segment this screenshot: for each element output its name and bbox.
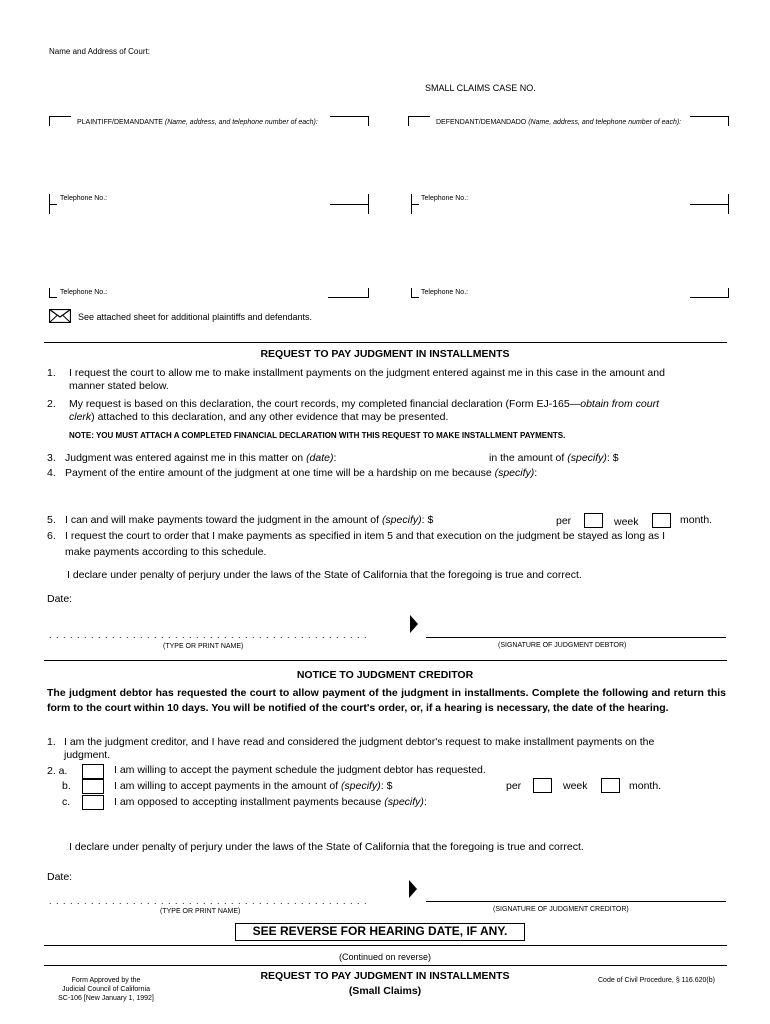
month-label: month. [680,514,713,526]
notice-item-1: I am the judgment creditor, and I have read and considered the judgment debtor's request to make installment payments on the [64,736,655,748]
debtor-signature-caption: (SIGNATURE OF JUDGMENT DEBTOR) [498,642,627,649]
footer-subtitle: (Small Claims) [348,985,422,997]
item6-number: 6. [47,530,56,542]
request-item-2: My request is based on this declaration, the court records, my completed financial declaration (Form EJ-165—obtain from court [69,398,660,410]
item4-number: 4. [47,467,56,479]
creditor-signature-line[interactable] [426,901,726,902]
financial-declaration-note: NOTE: YOU MUST ATTACH A COMPLETED FINANCIAL DECLARATION WITH THIS REQUEST TO MAKE INSTALLMENT PAYMENTS. [69,431,566,440]
debtor-print-name-caption: (TYPE OR PRINT NAME) [163,643,244,650]
bottom-rule [44,945,727,946]
approval-line-2: Judicial Council of California [62,986,150,993]
signature-arrow-icon [410,615,418,633]
notice-title: NOTICE TO JUDGMENT CREDITOR [296,669,474,681]
case-number-label: SMALL CLAIMS CASE NO. [425,83,536,93]
debtor-signature-line[interactable] [426,637,726,638]
item3-number: 3. [47,452,56,464]
week-label: week [614,516,639,528]
section-divider [44,342,727,343]
hearing-date-text: SEE REVERSE FOR HEARING DATE, IF ANY. [252,924,508,938]
notice-item2b-number: b. [62,780,71,792]
payment-amount-field[interactable]: I can and will make payments toward the judgment in the amount of (specify): $ [65,514,434,526]
notice-item-2c: I am opposed to accepting installment payments because (specify): [114,796,427,808]
defendant-telephone-label: Telephone No.: [421,195,469,202]
request-item-2-cont: clerk) attached to this declaration, and any other evidence that may be presented. [69,411,449,423]
creditor-signature-caption: (SIGNATURE OF JUDGMENT CREDITOR) [493,906,629,913]
footer-title: REQUEST TO PAY JUDGMENT IN INSTALLMENTS [260,970,510,982]
creditor-week-checkbox[interactable] [533,778,552,793]
judgment-amount-field[interactable]: in the amount of (specify): $ [489,452,619,464]
notice-item2c-number: c. [62,796,71,808]
plaintiff-telephone-label: Telephone No.: [60,195,108,202]
hearing-date-box [235,923,525,941]
request-title: REQUEST TO PAY JUDGMENT IN INSTALLMENTS [260,348,510,360]
debtor-week-checkbox[interactable] [584,513,603,528]
notice-intro: The judgment debtor has requested the court to allow payment of the judgment in installments. Complete the following and return this form to the court within 10 days. You will be notified of the court's order, or, if a hearing is necessary, the date of the hearing. [47,687,726,714]
section-divider-2 [44,660,727,661]
request-item-4: Payment of the entire amount of the judgment at one time will be a hardship on me because (specify): [65,467,538,479]
court-name-label: Name and Address of Court: [49,47,150,56]
item5-number: 5. [47,514,56,526]
creditor-week-label: week [563,780,588,792]
per-label: per [556,515,572,527]
accept-schedule-checkbox[interactable] [82,764,104,779]
notice-item-1-cont: judgment. [64,749,111,761]
item2-number: 2. [47,398,56,410]
signature-arrow-icon-2 [409,880,417,898]
creditor-month-label: month. [629,780,662,792]
envelope-icon [49,309,71,323]
creditor-print-name-caption: (TYPE OR PRINT NAME) [160,908,241,915]
request-item-1: I request the court to allow me to make installment payments on the judgment entered against me in this case in the amount and [69,367,665,379]
debtor-declaration: I declare under penalty of perjury under the laws of the State of California that the foregoing is true and correct. [67,569,582,581]
approval-line-1: Form Approved by the [71,977,141,984]
creditor-amount-field[interactable]: I am willing to accept payments in the amount of (specify): $ [114,780,393,792]
defendant-telephone-label-2: Telephone No.: [421,289,469,296]
request-item-6: I request the court to order that I make payments as specified in item 5 and that execution on the judgment be stayed as long as I [65,530,666,542]
attached-sheet-text: See attached sheet for additional plaintiffs and defendants. [78,312,313,322]
accept-amount-checkbox[interactable] [82,779,104,794]
item1-number: 1. [47,367,56,379]
creditor-name-line[interactable]: . . . . . . . . . . . . . . . . . . . . . . . . . . . . . . . . . . . . . . . . . . . . . . [49,896,368,906]
request-item-3: Judgment was entered against me in this matter on (date): [65,452,337,464]
debtor-name-line[interactable]: . . . . . . . . . . . . . . . . . . . . . . . . . . . . . . . . . . . . . . . . . . . . . . [49,630,368,640]
request-item-6-cont: make payments according to this schedule. [65,546,267,558]
notice-item1-number: 1. [47,736,56,748]
defendant-label: DEFENDANT/DEMANDADO (Name, address, and telephone number of each): [436,119,682,126]
creditor-month-checkbox[interactable] [601,778,620,793]
notice-item-2a: I am willing to accept the payment schedule the judgment debtor has requested. [114,764,486,776]
plaintiff-label: PLAINTIFF/DEMANDANTE (Name, address, and telephone number of each): [77,119,318,126]
debtor-date-label: Date: [47,593,73,605]
continued-text: (Continued on reverse) [338,952,432,962]
debtor-month-checkbox[interactable] [652,513,671,528]
notice-item2a-number: 2. a. [47,765,68,777]
form-number: SC-106 [New January 1, 1992] [58,995,154,1002]
plaintiff-telephone-label-2: Telephone No.: [60,289,108,296]
creditor-date-label: Date: [47,871,73,883]
creditor-per-label: per [506,780,522,792]
oppose-checkbox[interactable] [82,795,104,810]
footer-rule [44,965,727,966]
code-reference: Code of Civil Procedure, § 116.620(b) [598,977,715,984]
creditor-declaration: I declare under penalty of perjury under the laws of the State of California that the foregoing is true and correct. [69,841,584,853]
request-item-1-cont: manner stated below. [69,380,169,392]
